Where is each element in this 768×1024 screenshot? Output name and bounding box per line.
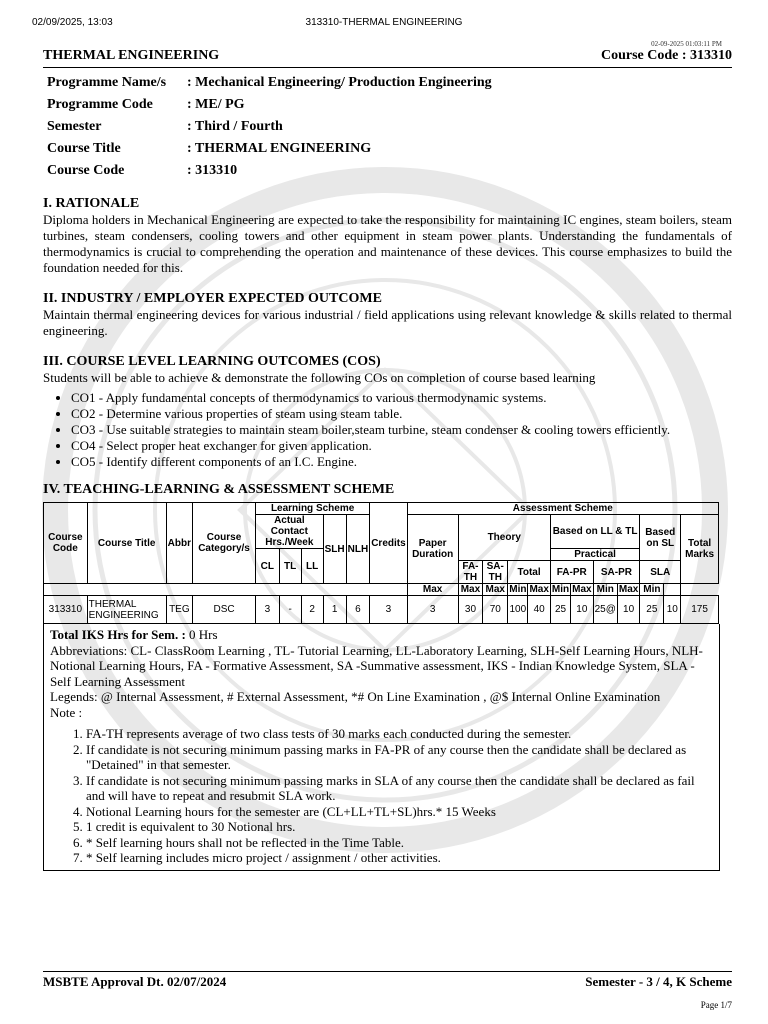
- header-assessment-scheme: Assessment Scheme: [407, 503, 718, 515]
- info-value: : 313310: [187, 162, 238, 178]
- header-max: Max: [529, 584, 549, 595]
- cell-total-min: 40: [528, 596, 550, 624]
- scheme-notes-box: [43, 624, 720, 871]
- cell-ll: 2: [301, 596, 323, 624]
- cell-fa-pr-max: 25: [550, 596, 570, 624]
- document-page: [43, 48, 732, 871]
- teaching-assessment-scheme-table: [43, 502, 719, 624]
- header-sa-pr: SA-PR: [593, 561, 640, 584]
- header-cl: CL: [256, 549, 280, 584]
- print-datetime: 02/09/2025, 13:03: [32, 17, 113, 28]
- header-based-on-ll-tl: Based on LL & TL: [550, 515, 639, 549]
- list-item: 7. * Self learning includes micro project / assignment / other activities.: [86, 850, 714, 866]
- cell-fa-th-max: 30: [458, 596, 483, 624]
- info-label: Course Code: [47, 162, 125, 178]
- list-item: 6. * Self learning hours shall not be reflected in the Time Table.: [86, 835, 714, 851]
- header-theory: Theory: [458, 515, 550, 561]
- info-row: [45, 116, 496, 138]
- header-course-code: Course Code: [44, 503, 88, 584]
- header-max: Max: [407, 584, 458, 596]
- course-code-heading: Course Code : 313310: [600, 48, 732, 63]
- iks-value: 0 Hrs: [185, 627, 218, 642]
- header-min: Min: [640, 584, 664, 596]
- header-min: Min: [593, 584, 617, 596]
- info-label: Semester: [47, 118, 102, 134]
- iks-label: Total IKS Hrs for Sem. :: [50, 627, 186, 642]
- course-info-table: [45, 72, 496, 182]
- header-total: Total: [508, 561, 551, 584]
- industry-outcome-text: Maintain thermal engineering devices for various industrial / field applications using relevant knowledge & skills related to thermal engineering.: [43, 307, 732, 338]
- cell-cl: 3: [256, 596, 280, 624]
- page-number: Page 1/7: [700, 1000, 732, 1010]
- info-value: : Mechanical Engineering/ Production Engineering: [187, 74, 492, 90]
- header-paper-duration: Paper Duration: [407, 515, 458, 584]
- cell-sa-th-max: 70: [483, 596, 508, 624]
- header-credits: Credits: [370, 503, 407, 584]
- cell-tl: -: [279, 596, 301, 624]
- cell-sla-max: 25: [640, 596, 664, 624]
- info-row: [45, 160, 496, 182]
- list-item: • CO5 - Identify different components of an I.C. Engine.: [71, 454, 732, 470]
- list-item: 5. 1 credit is equivalent to 30 Notional hrs.: [86, 819, 714, 835]
- header-fa-th: FA-TH: [458, 561, 483, 584]
- cell-total-max: 100: [508, 596, 528, 624]
- generated-timestamp: 02-09-2025 01:03:11 PM: [651, 40, 722, 48]
- list-item: • CO1 - Apply fundamental concepts of thermodynamics to various thermodynamic systems.: [71, 390, 732, 406]
- header-course-title: Course Title: [87, 503, 166, 584]
- header-max: Max: [483, 584, 508, 596]
- cell-slh: 1: [323, 596, 346, 624]
- info-row: [45, 72, 496, 94]
- iks-hours: [50, 627, 714, 643]
- info-row: [45, 138, 496, 160]
- legends-text: Legends: @ Internal Assessment, # External Assessment, *# On Line Examination , @$ Internal Online Examination: [50, 689, 661, 704]
- course-name-heading: THERMAL ENGINEERING: [43, 48, 220, 63]
- cell-total-marks: 175: [681, 596, 719, 624]
- rationale-heading: I. RATIONALE: [43, 196, 140, 211]
- cell-sa-pr-min: 10: [617, 596, 639, 624]
- header-category: Course Category/s: [193, 503, 256, 584]
- info-label: Programme Code: [47, 96, 153, 112]
- header-total-marks: Total Marks: [681, 515, 719, 584]
- page-footer: [43, 971, 732, 990]
- cell-course-title: THERMAL ENGINEERING: [87, 596, 166, 624]
- info-label: Course Title: [47, 140, 121, 156]
- info-row: [45, 94, 496, 116]
- list-item: • CO3 - Use suitable strategies to maintain steam boiler,steam turbine, steam condenser & cooling towers efficiently.: [71, 422, 732, 438]
- header-learning-scheme: Learning Scheme: [256, 503, 370, 515]
- industry-outcome-heading: II. INDUSTRY / EMPLOYER EXPECTED OUTCOME: [43, 291, 382, 306]
- header-actual-contact: Actual Contact Hrs./Week: [256, 515, 324, 549]
- list-item: 2. If candidate is not securing minimum passing marks in FA-PR of any course then the candidate shall be declared as "Detained" in that semester.: [86, 742, 714, 773]
- cell-course-code: 313310: [44, 596, 88, 624]
- cos-list: [43, 390, 732, 470]
- approval-date: MSBTE Approval Dt. 02/07/2024: [43, 974, 227, 989]
- list-item: • CO4 - Select proper heat exchanger for given application.: [71, 438, 732, 454]
- cos-heading: III. COURSE LEVEL LEARNING OUTCOMES (COS): [43, 354, 381, 369]
- semester-scheme: Semester - 3 / 4, K Scheme: [585, 974, 732, 989]
- header-min: Min: [509, 584, 527, 595]
- info-value: : THERMAL ENGINEERING: [187, 140, 372, 156]
- list-item: 4. Notional Learning hours for the semester are (CL+LL+TL+SL)hrs.* 15 Weeks: [86, 804, 714, 820]
- header-practical: Practical: [550, 549, 639, 561]
- header-max: Max: [458, 584, 483, 596]
- header-sla: SLA: [640, 561, 681, 584]
- note-label: Note :: [50, 704, 83, 720]
- list-item: 3. If candidate is not securing minimum passing marks in SLA of any course then the candidate shall be declared as fail and will have to repeat and resubmit SLA work.: [86, 773, 714, 804]
- cell-paper-duration: 3: [407, 596, 458, 624]
- header-max: Max: [572, 584, 592, 595]
- cell-credits: 3: [370, 596, 407, 624]
- browser-print-header: [32, 17, 736, 31]
- list-item: • CO2 - Determine various properties of steam using steam table.: [71, 406, 732, 422]
- cell-sa-pr-max: 25@: [593, 596, 617, 624]
- cell-abbr: TEG: [166, 596, 192, 624]
- header-slh: SLH: [323, 515, 346, 584]
- cell-sla-min: 10: [664, 596, 681, 624]
- header-tl: TL: [279, 549, 301, 584]
- scheme-heading: IV. TEACHING-LEARNING & ASSESSMENT SCHEME: [43, 482, 395, 497]
- header-abbr: Abbr: [166, 503, 192, 584]
- table-row: [44, 596, 719, 624]
- course-titlebar: [43, 48, 732, 68]
- cell-fa-pr-min: 10: [571, 596, 593, 624]
- cell-category: DSC: [193, 596, 256, 624]
- print-doc-title: 313310-THERMAL ENGINEERING: [305, 17, 463, 28]
- header-fa-pr: FA-PR: [550, 561, 593, 584]
- header-ll: LL: [301, 549, 323, 584]
- header-min: Min: [551, 584, 570, 595]
- notes-list: [50, 726, 714, 866]
- header-based-on-sl: Based on SL: [640, 515, 681, 561]
- rationale-text: Diploma holders in Mechanical Engineering are expected to take the responsibility for maintaining IC engines, steam boilers, steam turbines, steam condensers, cooling towers and other equipment in steam power plants. Understanding the fundamentals of thermodynamics is crucial to comprehending the operation and maintenance of these devices. This course emphasizes to build the foundation needed for this.: [43, 212, 732, 275]
- cos-intro: Students will be able to achieve & demonstrate the following COs on completion of course based learning: [43, 370, 596, 385]
- list-item: 1. FA-TH represents average of two class tests of 30 marks each conducted during the semester.: [86, 726, 714, 742]
- cell-nlh: 6: [346, 596, 370, 624]
- info-label: Programme Name/s: [47, 74, 167, 90]
- info-value: : Third / Fourth: [187, 118, 283, 134]
- header-max: Max: [618, 584, 639, 595]
- header-sa-th: SA-TH: [483, 561, 508, 584]
- info-value: : ME/ PG: [187, 96, 245, 112]
- header-nlh: NLH: [346, 515, 370, 584]
- abbreviations-text: Abbreviations: CL- ClassRoom Learning , TL- Tutorial Learning, LL-Laboratory Learning, SLH-Self Learning Hours, NLH-Notional Learning Hours, FA - Formative Assessment, SA -Summative assessment, IKS - Indian Knowledge System, SLA - Self Learning Assessment: [50, 642, 703, 689]
